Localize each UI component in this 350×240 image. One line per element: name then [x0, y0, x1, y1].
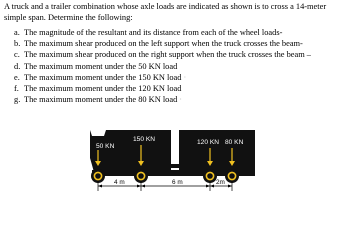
- spacing-label-2m: 2m: [216, 179, 225, 186]
- question-text: The maximum moment under the 150 KN load: [24, 72, 182, 82]
- problem-statement: A truck and a trailer combination whose axle loads are indicated as shown is to cross a 14-meter simple span. Determine the following:: [4, 2, 327, 22]
- wheel-front: [91, 169, 105, 183]
- question-letter: f.: [14, 84, 19, 94]
- question-letter: g.: [14, 95, 21, 105]
- question-text: The magnitude of the resultant and its distance from each of the wheel loads-: [24, 28, 283, 37]
- question-text: The maximum shear produced on the right support when the truck crosses the beam –: [24, 50, 311, 60]
- truck-cab: [90, 130, 123, 176]
- question-text: The maximum moment under the 50 KN load: [24, 61, 178, 71]
- question-letter: a.: [14, 28, 20, 37]
- load-label-150: 150 KN: [133, 136, 155, 143]
- question-text: The maximum shear produced on the left support when the truck crosses the beam-: [24, 39, 303, 49]
- wheel-trailer-2: [225, 169, 239, 183]
- question-letter: e.: [14, 72, 20, 82]
- trailer-body: [179, 130, 255, 174]
- load-label-120: 120 KN: [197, 139, 219, 146]
- load-label-80: 80 KN: [225, 139, 244, 146]
- trailer-hitch: [170, 164, 180, 168]
- question-letter: c.: [14, 50, 20, 60]
- load-label-50: 50 KN: [96, 143, 115, 150]
- spacing-label-4m: 4 m: [114, 179, 125, 186]
- question-text: The maximum moment under the 80 KN load: [24, 95, 178, 105]
- question-text: The maximum moment under the 120 KN load: [24, 84, 182, 94]
- question-letter: d.: [14, 61, 21, 71]
- question-mark: ·: [183, 72, 187, 82]
- spacing-label-6m: 6 m: [172, 179, 183, 186]
- wheel-drive: [134, 169, 148, 183]
- question-letter: b.: [14, 39, 21, 49]
- wheel-trailer-1: [203, 169, 217, 183]
- question-mark: ·: [179, 95, 183, 105]
